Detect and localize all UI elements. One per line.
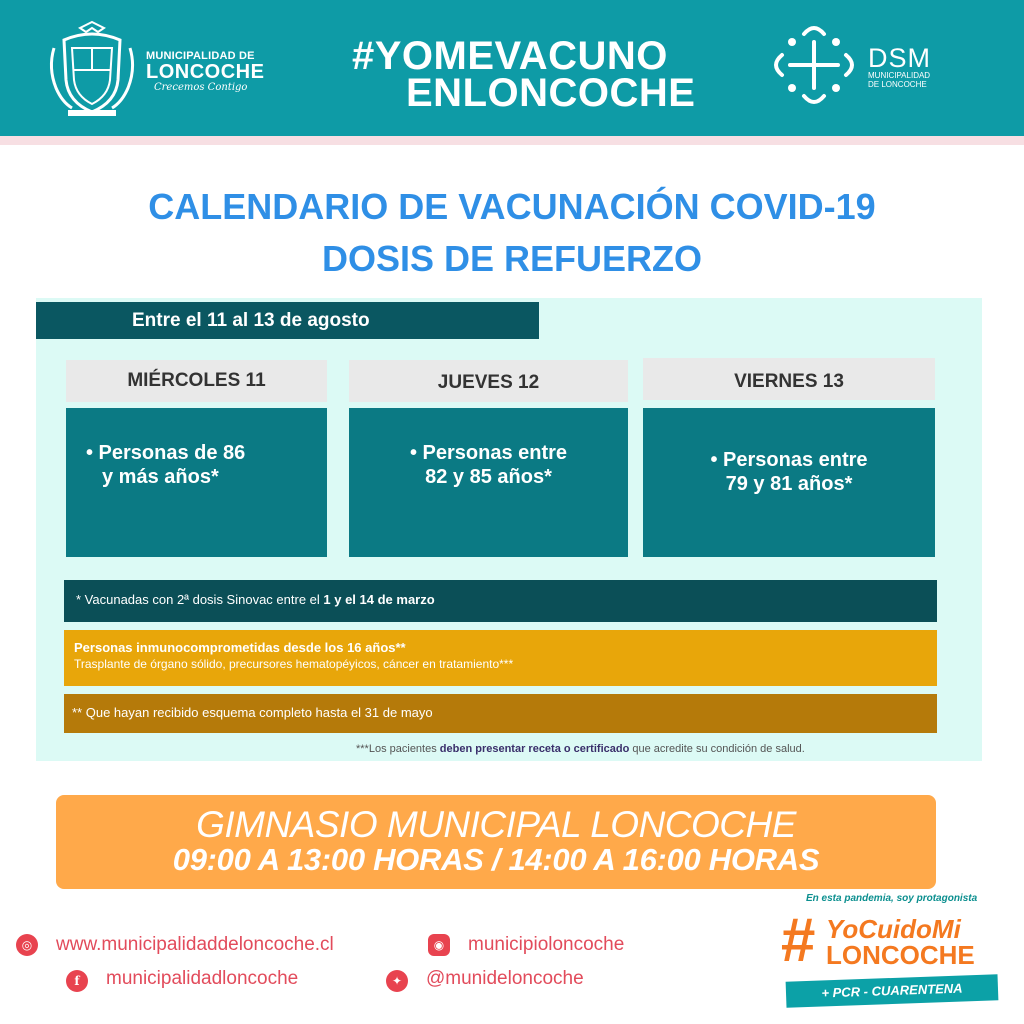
header-divider <box>0 136 1024 145</box>
municipality-prefix: MUNICIPALIDAD DE <box>146 50 255 62</box>
sinovac-note-text: * Vacunadas con 2ª dosis Sinovac entre el <box>76 592 324 607</box>
prescription-footnote <box>356 743 805 755</box>
day-header-thursday <box>349 360 628 402</box>
hashtag-line-2: ENLONCOCHE <box>406 71 696 115</box>
facebook-icon: f <box>66 970 88 992</box>
immunocompromised-detail: Trasplante de órgano sólido, precursores hematopéyicos, cáncer en tratamiento*** <box>74 657 514 671</box>
footnote-prefix: ***Los pacientes <box>356 743 440 755</box>
footnote-suffix: que acredite su condición de salud. <box>629 743 805 755</box>
dsm-logo-icon <box>768 22 860 108</box>
day-line-2: 79 y 81 años* <box>725 473 853 495</box>
dsm-name: DSM <box>868 43 931 73</box>
dsm-subtitle-1: MUNICIPALIDAD <box>868 71 931 80</box>
page-title: CALENDARIO DE VACUNACIÓN COVID-19 <box>148 186 876 227</box>
municipal-crest-icon <box>46 18 138 118</box>
day-line-1: • Personas entre <box>710 449 868 471</box>
dsm-subtitle-2: DE LONCOCHE <box>868 80 927 89</box>
twitter-icon: ✦ <box>386 970 408 992</box>
badge-line-1: YoCuidoMi <box>826 914 961 944</box>
page-subtitle: DOSIS DE REFUERZO <box>321 238 703 279</box>
sinovac-note <box>64 580 937 622</box>
instagram-link[interactable]: municipioloncoche <box>468 934 625 955</box>
badge-strip: + PCR - CUARENTENA <box>786 974 999 1007</box>
footnote-bold: deben presentar receta o certificado <box>439 743 630 755</box>
immunocompromised-note <box>64 630 937 686</box>
hashtag-line-1: #YOMEVACUNO <box>352 34 668 78</box>
day-line-1: • Personas de 86 <box>86 442 246 464</box>
day-name: MIÉRCOLES 11 <box>127 370 266 391</box>
twitter-link[interactable]: @munideloncoche <box>426 968 584 989</box>
location-hours: 09:00 A 13:00 HORAS / 14:00 A 16:00 HORAS <box>172 842 820 877</box>
day-line-2: 82 y 85 años* <box>425 466 552 488</box>
website-link[interactable]: www.municipalidaddeloncoche.cl <box>56 934 334 955</box>
day-name: VIERNES 13 <box>734 371 844 392</box>
immunocompromised-title: Personas inmunocomprometidas desde los 16 años** <box>74 640 406 655</box>
day-header-wednesday <box>66 360 327 402</box>
municipality-logo-text <box>146 50 264 93</box>
day-body-thursday <box>349 408 628 557</box>
badge-hash: # <box>780 906 815 975</box>
municipality-name: LONCOCHE <box>146 61 265 83</box>
globe-icon: ◎ <box>16 934 38 956</box>
date-range-bar: Entre el 11 al 13 de agosto <box>36 302 539 339</box>
badge-line-2: LONCOCHE <box>826 940 975 970</box>
facebook-link[interactable]: municipalidadloncoche <box>106 968 299 989</box>
dsm-logo-text <box>868 45 931 89</box>
location-name: GIMNASIO MUNICIPAL LONCOCHE <box>196 804 796 845</box>
day-name: JUEVES 12 <box>437 372 540 393</box>
day-line-1: • Personas entre <box>409 442 568 464</box>
municipality-tagline: Crecemos Contigo <box>154 82 248 93</box>
day-line-2: y más años* <box>102 466 219 488</box>
badge-tagline: En esta pandemia, soy protagonista <box>806 893 978 904</box>
day-body-friday <box>643 408 935 557</box>
day-body-wednesday <box>66 408 327 557</box>
instagram-icon: ◉ <box>428 934 450 956</box>
sinovac-note-dates: 1 y el 14 de marzo <box>323 592 435 607</box>
scheme-note: ** Que hayan recibido esquema completo hasta el 31 de mayo <box>64 694 937 733</box>
location-banner <box>56 795 936 889</box>
day-header-friday <box>643 358 935 400</box>
campaign-hashtag <box>352 34 696 115</box>
